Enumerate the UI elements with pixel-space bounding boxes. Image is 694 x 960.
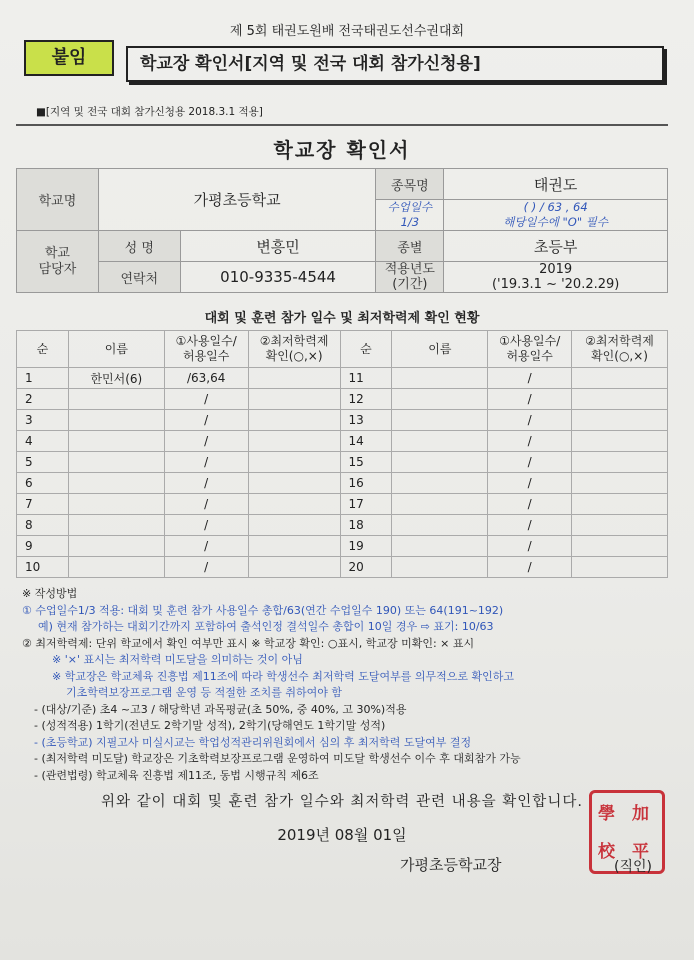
row-check-left: [248, 473, 340, 494]
year-label-1: 적용년도: [384, 262, 435, 277]
row-name-left: [68, 494, 164, 515]
row-days-left: /: [164, 557, 248, 578]
writing-instructions: [22, 586, 668, 784]
row-check-right: [572, 431, 668, 452]
row-days-right: /: [488, 410, 572, 431]
participation-table: [16, 330, 668, 578]
section-title: 대회 및 훈련 참가 일수 및 최저학력제 확인 현황: [204, 311, 480, 326]
row-days-left: /: [164, 494, 248, 515]
participation-header-row: [17, 331, 668, 368]
row-check-left: [248, 536, 340, 557]
row-days-right: /: [488, 536, 572, 557]
table-row: [17, 536, 668, 557]
row-name-left: [68, 389, 164, 410]
row-check-right: [572, 473, 668, 494]
row-days-left: /: [164, 431, 248, 452]
row-check-right: [572, 536, 668, 557]
header-no-left: 순: [17, 331, 69, 368]
header-days-right-2: 허용일수: [506, 349, 553, 363]
note-5: - (대상/기준) 초4 ~고3 / 해당학년 과목평균(초 50%, 중 40%, 고 30%)적용: [34, 702, 407, 716]
row-name-right: [392, 410, 488, 431]
row-check-right: [572, 452, 668, 473]
note-4b: 기초학력보장프로그램 운영 등 적절한 조치를 취하여야 함: [66, 686, 343, 699]
event-value: 태권도: [444, 169, 668, 200]
row-no-left: 2: [17, 389, 69, 410]
row-name-right: [392, 368, 488, 389]
school-label: 학교명: [17, 169, 99, 231]
contact-value: 010-9335-4544: [180, 262, 376, 293]
category-value: 초등부: [444, 231, 668, 262]
year-label: [376, 262, 444, 293]
row-name-left: [68, 515, 164, 536]
row-no-right: 19: [340, 536, 392, 557]
days-label-1: 수업일수: [387, 200, 433, 214]
signer-name: 가평초등학교장: [400, 856, 502, 874]
competition-title: 제 5회 태권도원배 전국태권도선수권대회: [229, 24, 465, 39]
year-value-1: 2019: [539, 262, 573, 277]
row-days-right: /: [488, 431, 572, 452]
row-name-left: [68, 473, 164, 494]
row-no-right: 13: [340, 410, 392, 431]
row-no-right: 15: [340, 452, 392, 473]
note-4a: ※ 학교장은 학교체육 진흥법 제11조에 따라 학생선수 최저학력 도달여부를 의무적으로 확인하고: [52, 669, 514, 683]
info-table: [16, 168, 668, 293]
name-value: 변흥민: [180, 231, 376, 262]
header-academic-right-2: 확인(○,×): [591, 349, 648, 363]
row-no-right: 14: [340, 431, 392, 452]
row-days-right: /: [488, 452, 572, 473]
note-3: ※ '×' 표시는 최저학력 미도달을 의미하는 것이 아님: [52, 653, 303, 666]
note-2: ② 최저학력제: 단위 학교에서 확인 여부만 표시 ※ 학교장 확인: ○표시, 학교장 미확인: × 표시: [22, 636, 475, 650]
row-check-left: [248, 368, 340, 389]
confirmation-sheet: [16, 124, 668, 896]
row-name-right: [392, 515, 488, 536]
table-row: [17, 473, 668, 494]
row-check-right: [572, 389, 668, 410]
header-academic-left-1: ②최저학력제: [259, 334, 329, 348]
row-days-left: /: [164, 473, 248, 494]
seal-label: (직인): [614, 859, 652, 875]
row-name-right: [392, 431, 488, 452]
header-academic-left: [248, 331, 340, 368]
table-row: [17, 389, 668, 410]
name-label: 성 명: [98, 231, 180, 262]
row-check-left: [248, 410, 340, 431]
table-row: [17, 452, 668, 473]
row-days-right: /: [488, 368, 572, 389]
header-name-right: 이름: [392, 331, 488, 368]
row-no-right: 16: [340, 473, 392, 494]
header-name-left: 이름: [68, 331, 164, 368]
row-name-right: [392, 536, 488, 557]
manager-label: [17, 231, 99, 293]
row-no-left: 9: [17, 536, 69, 557]
header-academic-left-2: 확인(○,×): [265, 349, 323, 363]
row-days-left: /63,64: [164, 368, 248, 389]
row-name-right: [392, 452, 488, 473]
row-no-left: 1: [17, 368, 69, 389]
row-no-left: 4: [17, 431, 69, 452]
row-no-right: 18: [340, 515, 392, 536]
contact-label: 연락처: [98, 262, 180, 293]
row-no-left: 8: [17, 515, 69, 536]
days-value-2: 해당일수에 "O" 필수: [503, 215, 609, 229]
row-name-left: [68, 557, 164, 578]
table-row: [17, 515, 668, 536]
note-8: - (최저학력 미도달) 학교장은 기초학력보장프로그램 운영하여 미도달 학생선수 이수 후 대회참가 가능: [34, 752, 521, 765]
days-value-1: ( ) / 63 , 64: [523, 200, 588, 214]
row-no-right: 20: [340, 557, 392, 578]
days-label-2: 1/3: [400, 215, 420, 229]
days-label: [376, 200, 444, 231]
note-6: - (성적적용) 1학기(전년도 2학기말 성적), 2학기(당해연도 1학기말 성적): [34, 719, 386, 732]
row-days-left: /: [164, 389, 248, 410]
table-row: [17, 494, 668, 515]
header-days-left-2: 허용일수: [183, 349, 230, 363]
row-days-left: /: [164, 536, 248, 557]
row-name-right: [392, 557, 488, 578]
header-no-right: 순: [340, 331, 392, 368]
note-1a: ① 수업일수1/3 적용: 대회 및 훈련 참가 사용일수 총합/63(연간 수업일수 190) 또는 64(191~192): [22, 603, 504, 617]
row-check-left: [248, 515, 340, 536]
row-days-left: /: [164, 452, 248, 473]
table-row: [17, 410, 668, 431]
row-no-right: 12: [340, 389, 392, 410]
row-name-left: [68, 410, 164, 431]
row-no-right: 17: [340, 494, 392, 515]
school-value: 가평초등학교: [98, 169, 376, 231]
table-row: [17, 368, 668, 389]
row-name-left: [68, 452, 164, 473]
row-days-right: /: [488, 494, 572, 515]
official-seal-stamp: 學 加 校 平: [589, 790, 665, 874]
year-value-2: ('19.3.1 ~ '20.2.29): [491, 277, 620, 292]
confirmation-date: 2019년 08월 01일: [277, 826, 407, 844]
row-name-left: 한민서(6): [68, 368, 164, 389]
attachment-label: 붙임: [24, 40, 114, 76]
header-academic-right-1: ②최저학력제: [585, 334, 654, 348]
row-check-right: [572, 368, 668, 389]
row-days-right: /: [488, 515, 572, 536]
row-check-left: [248, 431, 340, 452]
row-name-right: [392, 473, 488, 494]
event-label: 종목명: [376, 169, 444, 200]
note-9: - (관련법령) 학교체육 진흥법 제11조, 동법 시행규칙 제6조: [34, 768, 319, 782]
year-label-2: (기간): [392, 277, 428, 292]
row-name-left: [68, 431, 164, 452]
notes-heading: ※ 작성방법: [22, 587, 78, 600]
row-check-right: [572, 515, 668, 536]
row-no-left: 3: [17, 410, 69, 431]
row-days-left: /: [164, 515, 248, 536]
note-7: - (초등학교) 지필고사 미실시교는 학업성적관리위원회에서 심의 후 최저학력 도달여부 결정: [34, 735, 472, 749]
manager-label-2: 담당자: [38, 261, 77, 277]
form-reference: ■[지역 및 전국 대회 참가신청용 2018.3.1 적용]: [36, 106, 263, 118]
row-check-right: [572, 494, 668, 515]
document-title: 학교장 확인서: [273, 138, 411, 162]
row-name-right: [392, 494, 488, 515]
row-no-left: 7: [17, 494, 69, 515]
row-check-right: [572, 557, 668, 578]
manager-label-1: 학교: [44, 245, 70, 261]
category-label: 종별: [376, 231, 444, 262]
row-check-left: [248, 494, 340, 515]
row-check-right: [572, 410, 668, 431]
row-days-right: /: [488, 389, 572, 410]
header-days-right: [488, 331, 572, 368]
row-days-right: /: [488, 473, 572, 494]
days-value: [444, 200, 668, 231]
row-name-right: [392, 389, 488, 410]
table-row: [17, 557, 668, 578]
header-days-left: [164, 331, 248, 368]
year-value: [444, 262, 668, 293]
row-no-right: 11: [340, 368, 392, 389]
confirmation-statement: 위와 같이 대회 및 훈련 참가 일수와 최저학력 관련 내용을 확인합니다.: [101, 794, 583, 810]
row-check-left: [248, 557, 340, 578]
header-academic-right: [572, 331, 668, 368]
row-check-left: [248, 452, 340, 473]
row-no-left: 5: [17, 452, 69, 473]
note-1b: 예) 현재 참가하는 대회기간까지 포함하여 출석인정 결석일수 총합이 10일 경우 ⇨ 표기: 10/63: [38, 620, 494, 633]
row-check-left: [248, 389, 340, 410]
row-days-right: /: [488, 557, 572, 578]
row-days-left: /: [164, 410, 248, 431]
main-title: 학교장 확인서[지역 및 전국 대회 참가신청용]: [126, 46, 664, 82]
row-name-left: [68, 536, 164, 557]
row-no-left: 6: [17, 473, 69, 494]
header-days-right-1: ①사용일수/: [499, 334, 561, 348]
table-row: [17, 431, 668, 452]
header-days-left-1: ①사용일수/: [175, 334, 237, 348]
row-no-left: 10: [17, 557, 69, 578]
